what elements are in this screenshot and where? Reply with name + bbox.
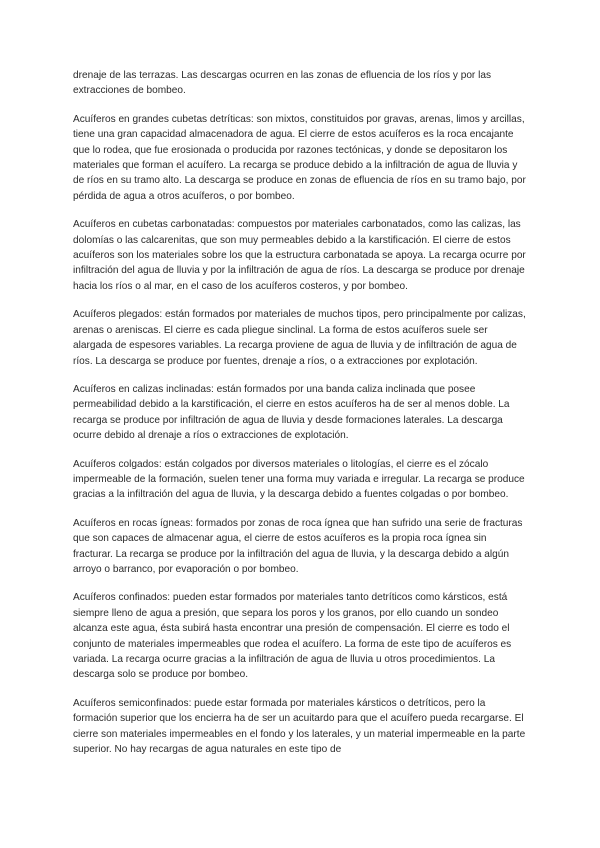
paragraph-confinados: Acuíferos confinados: pueden estar formados por materiales tanto detríticos como kársticos, está siempre lleno de agua a presión, que separa los poros y los granos, por ello cuando un sondeo alcanza este agua, ésta subirá hasta encontrar una presión de compensación. El cierre es todo el conjunto de materiales impermeables que rodea el acuífero. La forma de este tipo de acuíferos es variada. La recarga ocurre gracias a la infiltración de agua de lluvia u otros procedimientos. La descarga solo se produce por bombeo. xyxy=(73,592,512,681)
paragraph-plegados: Acuíferos plegados: están formados por materiales de muchos tipos, pero principalmente por calizas, arenas o areniscas. El cierre es cada pliegue sinclinal. La forma de estos acuíferos suele ser alargada de espesores variables. La recarga proviene de agua de lluvia y de infiltración de agua de ríos. La descarga se produce por fuentes, drenaje a ríos, o a extracciones por explotación. xyxy=(73,309,526,367)
paragraph-semiconfinados: Acuíferos semiconfinados: puede estar formada por materiales kársticos o detríticos, pero la formación superior que los encierra ha de ser un acuitardo para que el acuífero pueda recargarse. El cierre son materiales impermeables en el fondo y los laterales, y un material impermeable en la parte superior. No hay recargas de agua naturales en este tipo de xyxy=(73,697,526,756)
paragraph-cubetas-carbonatadas: Acuíferos en cubetas carbonatadas: compuestos por materiales carbonatados, como las calizas, las dolomías o las calcarenitas, que son muy permeables debido a la karstificación. El cierre de estos acuíferos son los materiales sobre los que la estructura carbonatada se apoya. La recarga ocurre por infiltración del agua de lluvia y por la infiltración de agua de ríos. La descarga se produce por drenaje hacia los ríos o al mar, en el caso de los acuíferos costeros, y por bombeo. xyxy=(73,219,526,292)
document-page xyxy=(73,68,529,770)
paragraph-cubetas-detriticas: Acuíferos en grandes cubetas detríticas: son mixtos, constituidos por gravas, arenas, limos y arcillas, tiene una gran capacidad almacenadora de agua. El cierre de estos acuíferos es la roca encajante que lo rodea, que fue erosionada o producida por razones tectónicas, y donde se depositaron los materiales que forman el acuífero. La recarga se produce debido a la infiltración de agua de lluvia y de ríos en su tramo alto. La descarga se produce en zonas de efluencia de ríos en su tramo bajo, por pérdida de agua a otros acuíferos, o por bombeo. xyxy=(73,113,526,202)
paragraph-terrazas-end: drenaje de las terrazas. Las descargas ocurren en las zonas de efluencia de los ríos y por las extracciones de bombeo. xyxy=(73,70,492,97)
paragraph-colgados: Acuíferos colgados: están colgados por diversos materiales o litologías, el cierre es el zócalo impermeable de la formación, suelen tener una forma muy variada e irregular. La recarga se produce gracias a la infiltración del agua de lluvia, y la descarga debido a fuentes colgadas o por bombeo. xyxy=(73,458,525,501)
paragraph-rocas-igneas: Acuíferos en rocas ígneas: formados por zonas de roca ígnea que han sufrido una serie de fracturas que son capaces de almacenar agua, el cierre de estos acuíferos es la propia roca ígnea sin fracturar. La recarga se produce por la infiltración del agua de lluvia, y la descarga debido a algún arroyo o barranco, por evaporación o por bombeo. xyxy=(73,517,523,575)
paragraph-calizas-inclinadas: Acuíferos en calizas inclinadas: están formados por una banda caliza inclinada que posee permeabilidad debido a la karstificación, el cierre en estos acuíferos ha de ser al menos doble. La recarga se produce por infiltración de agua de lluvia y desde formaciones laterales. La descarga ocurre debido al drenaje a ríos o extracciones de explotación. xyxy=(73,383,510,442)
